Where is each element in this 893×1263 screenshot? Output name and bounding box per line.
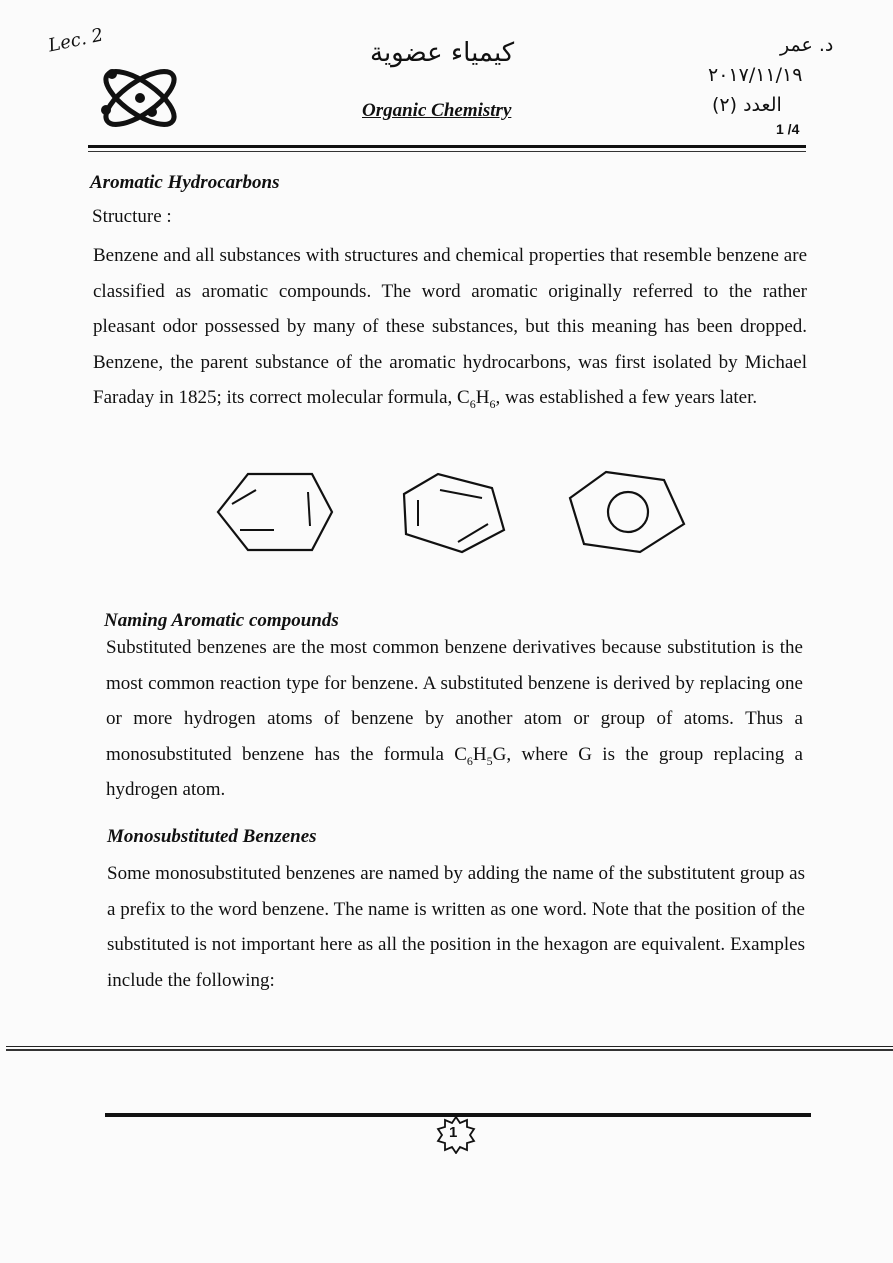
paragraph-monosubstituted: Some monosubstituted benzenes are named by adding the name of the substitutent group as a prefix to the word benzene. The name is written as one word. Note that the position of the substituted is not important here as all the position in the hexagon are equivalent. Examples include the following: [107,863,805,991]
section-heading-aromatic-hydrocarbons: Aromatic Hydrocarbons [90,172,280,193]
page-number: 1 /4 [776,121,800,137]
paragraph-naming: Substituted benzenes are the most common benzene derivatives because substitution is the most common reaction type for benzene. A substituted benzene is derived by replacing one or more hydrogen atoms of benzene by another atom or group of atoms. Thus a monosubstituted benzene has the formula $C_6H_5G$, where G is the group replacing a hydrogen atom. [106,637,803,800]
handwritten-lecture-note: Lec. 2 [46,24,106,57]
course-title: Organic Chemistry [362,100,512,121]
atom-logo-icon [92,52,188,144]
arabic-lecture-number: العدد (٢) [712,94,782,116]
arabic-date: ٢٠١٧/١١/١٩ [708,64,803,86]
footer-rule-thin [6,1046,893,1047]
footer-rule [6,1049,893,1051]
footer-page-number: 1 [449,1124,458,1141]
kekule-structure-2 [392,468,516,556]
resonance-hybrid-circle [566,468,690,556]
paragraph-aromatic: Benzene and all substances with structures and chemical properties that resemble benzene are classified as aromatic compounds. The word aromatic originally referred to the rather pleasant odor possessed by many of these substances, but this meaning has been dropped. Benzene, the parent substance of the aromatic hydrocarbons, was first isolated by Michael Faraday in 1825; its correct molecular formula, $C_6H_6$, was established a few years later. [93,245,807,411]
arabic-instructor: د. عمر [780,34,834,56]
arabic-title: كيمياء عضوية [370,38,515,68]
header-rule-thin [88,151,806,152]
section-heading-naming: Naming Aromatic compounds [104,610,339,631]
section-heading-monosubstituted: Monosubstituted Benzenes [107,826,317,847]
structure-label: Structure : [92,206,172,227]
header-rule [88,145,806,148]
kekule-structure-1 [212,468,336,556]
